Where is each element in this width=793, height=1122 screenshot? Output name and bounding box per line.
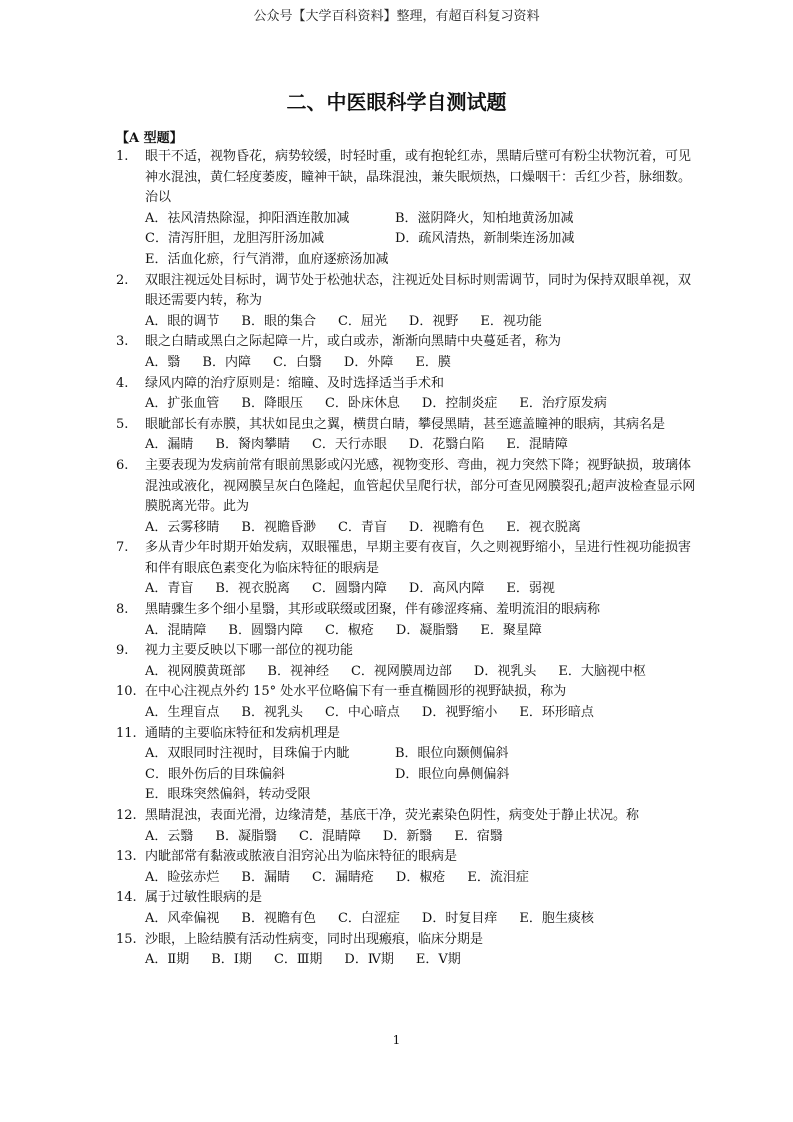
answer-options bbox=[145, 909, 696, 930]
question-text: 眼干不适，视物昏花，病势较缓，时轻时重，或有抱轮红赤，黑睛后壁可有粉尘状物沉着，可见神水混浊，黄仁轻度萎废，瞳神干缺，晶珠混浊，兼失眠烦热，口燥咽干：舌红少苔，脉细数。治以 bbox=[145, 149, 692, 206]
question-item bbox=[116, 682, 696, 723]
question-item bbox=[116, 415, 696, 456]
page-title: 二、中医眼科学自测试题 bbox=[286, 90, 507, 114]
option-row bbox=[145, 250, 696, 271]
answer-option: A．Ⅱ期 bbox=[145, 952, 190, 968]
question-stem bbox=[116, 538, 696, 579]
answer-option: C．混睛障 bbox=[298, 828, 361, 844]
question-text: 属于过敏性眼病的是 bbox=[145, 890, 263, 906]
answer-option: C．屈光 bbox=[337, 313, 387, 329]
answer-option: B．Ⅰ期 bbox=[211, 952, 252, 968]
question-stem bbox=[116, 930, 696, 951]
answer-option: A．云雾移睛 bbox=[145, 519, 220, 535]
question-number: 10. bbox=[116, 684, 137, 700]
option-row bbox=[145, 312, 696, 333]
option-row bbox=[145, 209, 696, 230]
answer-option: B．漏睛 bbox=[241, 869, 290, 885]
question-number: 4. bbox=[116, 375, 129, 391]
option-row bbox=[145, 827, 696, 848]
answer-option: D．椒疮 bbox=[395, 869, 446, 885]
answer-options bbox=[145, 662, 696, 683]
question-number: 12. bbox=[116, 808, 137, 823]
header-note: 公众号【大学百科资料】整理，有超百科复习资料 bbox=[253, 9, 540, 24]
question-stem bbox=[116, 374, 696, 395]
answer-option: A．漏睛 bbox=[145, 437, 194, 453]
question-text: 绿风内障的治疗原则是：缩瞳、及时选择适当手术和 bbox=[145, 375, 445, 391]
answer-option: E．环形暗点 bbox=[519, 705, 594, 721]
question-number: 6. bbox=[116, 457, 129, 473]
answer-option: C．漏睛疮 bbox=[311, 869, 374, 885]
question-item bbox=[116, 847, 696, 888]
answer-options bbox=[145, 435, 696, 456]
answer-option: C．视网膜周边部 bbox=[350, 663, 452, 679]
question-number: 8. bbox=[116, 602, 129, 618]
question-stem bbox=[116, 682, 696, 703]
question-number: 3. bbox=[116, 334, 129, 350]
question-item bbox=[116, 538, 696, 600]
answer-options bbox=[145, 209, 696, 271]
answer-option: E．Ⅴ期 bbox=[415, 952, 461, 968]
question-number: 7. bbox=[116, 540, 129, 556]
question-text: 内眦部常有黏液或脓液自泪窍沁出为临床特征的眼病是 bbox=[145, 849, 458, 865]
option-row bbox=[145, 785, 696, 806]
question-number: 5. bbox=[116, 416, 129, 432]
answer-option: D．控制炎症 bbox=[421, 396, 498, 412]
answer-option: A．翳 bbox=[145, 354, 181, 370]
answer-option: E．活血化瘀，行气消滞，血府逐瘀汤加减 bbox=[145, 251, 389, 267]
answer-option: E．眼珠突然偏斜，转动受限 bbox=[145, 787, 311, 803]
answer-options bbox=[145, 703, 696, 724]
option-row bbox=[145, 621, 696, 642]
answer-option: E．混睛障 bbox=[506, 437, 568, 453]
question-text: 多从青少年时期开始发病，双眼罹患，早期主要有夜盲，久之则视野缩小，呈进行性视功能损害和伴有眼底色素变化为临床特征的眼病是 bbox=[145, 540, 692, 576]
question-stem bbox=[116, 415, 696, 436]
answer-options bbox=[145, 827, 696, 848]
option-row bbox=[145, 703, 696, 724]
answer-option: D．视乳头 bbox=[473, 663, 537, 679]
question-item bbox=[116, 724, 696, 806]
answer-option: E．大脑视中枢 bbox=[558, 663, 646, 679]
answer-options bbox=[145, 621, 696, 642]
answer-option: E．胞生痰核 bbox=[519, 910, 594, 926]
option-row bbox=[145, 744, 696, 765]
option-row bbox=[145, 765, 696, 786]
answer-option: B．视瞻有色 bbox=[241, 910, 316, 926]
answer-option: C．青盲 bbox=[337, 519, 387, 535]
answer-option: C．白涩症 bbox=[337, 910, 400, 926]
answer-option: D．外障 bbox=[343, 354, 394, 370]
question-stem bbox=[116, 332, 696, 353]
answer-options bbox=[145, 950, 696, 971]
answer-option: C．椒疮 bbox=[324, 622, 374, 638]
answer-option: D．视瞻有色 bbox=[408, 519, 485, 535]
question-number: 14. bbox=[116, 890, 137, 906]
answer-option: B．滋阴降火，知柏地黄汤加减 bbox=[395, 210, 574, 226]
answer-option: B．视乳头 bbox=[241, 705, 303, 721]
answer-option: C．眼外伤后的目珠偏斜 bbox=[145, 766, 285, 782]
option-row bbox=[145, 229, 696, 250]
question-item bbox=[116, 641, 696, 682]
option-row bbox=[145, 579, 696, 600]
question-item bbox=[116, 332, 696, 373]
answer-option: D．视野缩小 bbox=[421, 705, 498, 721]
question-stem bbox=[116, 456, 696, 518]
question-list bbox=[116, 147, 696, 971]
answer-option: E．视功能 bbox=[480, 313, 542, 329]
question-number: 1. bbox=[116, 149, 129, 164]
answer-option: C．Ⅲ期 bbox=[273, 952, 323, 968]
answer-option: A．风牵偏视 bbox=[145, 910, 220, 926]
question-text: 眼之白睛或黑白之际起障一片，或白或赤，渐渐向黑睛中央蔓延者，称为 bbox=[145, 334, 562, 350]
question-item bbox=[116, 271, 696, 333]
option-row bbox=[145, 518, 696, 539]
answer-option: D．花翳白陷 bbox=[408, 437, 485, 453]
question-item bbox=[116, 930, 696, 971]
answer-option: B．视神经 bbox=[267, 663, 329, 679]
question-item bbox=[116, 600, 696, 641]
question-text: 沙眼，上睑结膜有活动性病变，同时出现瘢痕，临床分期是 bbox=[145, 931, 484, 947]
answer-option: B．降眼压 bbox=[241, 396, 303, 412]
option-row bbox=[145, 662, 696, 683]
answer-option: A．眼的调节 bbox=[145, 313, 220, 329]
answer-options bbox=[145, 579, 696, 600]
option-row bbox=[145, 353, 696, 374]
answer-option: B．凝脂翳 bbox=[215, 828, 277, 844]
option-row bbox=[145, 950, 696, 971]
page-number: 1 bbox=[392, 1033, 401, 1047]
option-row bbox=[145, 868, 696, 889]
section-label: 【A 型题】 bbox=[116, 131, 183, 146]
answer-option: E．视衣脱离 bbox=[506, 519, 581, 535]
answer-option: C．天行赤眼 bbox=[311, 437, 387, 453]
answer-option: D．时复目痒 bbox=[421, 910, 498, 926]
question-number: 9. bbox=[116, 643, 129, 659]
answer-option: E．聚星障 bbox=[480, 622, 542, 638]
answer-option: E．宿翳 bbox=[454, 828, 503, 844]
answer-option: E．流泪症 bbox=[467, 869, 529, 885]
question-item bbox=[116, 374, 696, 415]
question-text: 双眼注视远处目标时，调节处于松弛状态，注视近处目标时则需调节，同时为保持双眼单视，双眼还需要内转，称为 bbox=[145, 272, 692, 309]
answer-option: B．眼的集合 bbox=[241, 313, 316, 329]
question-text: 视力主要反映以下哪一部位的视功能 bbox=[145, 643, 354, 659]
answer-option: B．圆翳内障 bbox=[228, 622, 303, 638]
question-text: 在中心注视点外约 15° 处水平位略偏下有一垂直椭圆形的视野缺损，称为 bbox=[145, 684, 567, 700]
answer-option: D．Ⅳ期 bbox=[344, 952, 394, 968]
option-row bbox=[145, 909, 696, 930]
answer-option: B．视瞻昏渺 bbox=[241, 519, 316, 535]
answer-option: C．中心暗点 bbox=[324, 705, 400, 721]
question-stem bbox=[116, 147, 696, 209]
answer-option: D．疏风清热，新制柴连汤加减 bbox=[395, 231, 575, 247]
option-row bbox=[145, 435, 696, 456]
answer-options bbox=[145, 744, 696, 806]
answer-option: A．祛风清热除湿，抑阳酒连散加减 bbox=[145, 210, 350, 226]
question-text: 眼眦部长有赤膜，其状如昆虫之翼，横贯白睛，攀侵黑睛，甚至遮盖瞳神的眼病，其病名是 bbox=[145, 416, 666, 432]
question-number: 11. bbox=[116, 725, 137, 741]
answer-option: B．眼位向颞侧偏斜 bbox=[395, 746, 509, 762]
answer-option: E．弱视 bbox=[506, 581, 555, 597]
question-number: 13. bbox=[116, 849, 137, 865]
question-item bbox=[116, 147, 696, 271]
answer-options bbox=[145, 312, 696, 333]
option-row bbox=[145, 394, 696, 415]
answer-option: A．双眼同时注视时，目珠偏于内眦 bbox=[145, 746, 350, 762]
answer-option: C．清泻肝胆，龙胆泻肝汤加减 bbox=[145, 231, 324, 247]
answer-option: A．睑弦赤烂 bbox=[145, 869, 220, 885]
question-text: 主要表现为发病前常有眼前黑影或闪光感，视物变形、弯曲，视力突然下降；视野缺损，玻璃体混浊或液化，视网膜呈灰白色隆起，血管起伏呈爬行状，部分可查见网膜裂孔;超声波检查显示网膜脱离光带。此为 bbox=[145, 457, 696, 515]
answer-option: A．云翳 bbox=[145, 828, 194, 844]
question-item bbox=[116, 806, 696, 847]
question-text: 黑睛混浊，表面光滑，边缘清楚，基底干净，荧光素染色阴性，病变处于静止状况。称 bbox=[145, 808, 640, 823]
answer-options bbox=[145, 518, 696, 539]
question-number: 15. bbox=[116, 931, 137, 947]
question-stem bbox=[116, 271, 696, 312]
answer-option: B．视衣脱离 bbox=[215, 581, 290, 597]
answer-option: D．新翳 bbox=[382, 828, 433, 844]
answer-option: A．混睛障 bbox=[145, 622, 207, 638]
answer-option: B．胬肉攀睛 bbox=[215, 437, 290, 453]
answer-option: C．白翳 bbox=[272, 354, 322, 370]
question-text: 黑睛骤生多个细小星翳，其形或联缀或团聚，伴有碜涩疼痛、羞明流泪的眼病称 bbox=[145, 602, 601, 618]
question-stem bbox=[116, 806, 696, 827]
answer-option: C．圆翳内障 bbox=[311, 581, 387, 597]
answer-option: D．高风内障 bbox=[408, 581, 485, 597]
question-item bbox=[116, 456, 696, 538]
answer-option: E．治疗原发病 bbox=[519, 396, 607, 412]
answer-option: D．凝脂翳 bbox=[395, 622, 459, 638]
question-number: 2. bbox=[116, 272, 129, 288]
question-stem bbox=[116, 724, 696, 745]
answer-options bbox=[145, 353, 696, 374]
answer-option: A．生理盲点 bbox=[145, 705, 220, 721]
answer-options bbox=[145, 394, 696, 415]
answer-option: D．视野 bbox=[408, 313, 459, 329]
answer-option: C．卧床休息 bbox=[324, 396, 400, 412]
answer-option: E．膜 bbox=[415, 354, 451, 370]
question-item bbox=[116, 888, 696, 929]
answer-option: A．青盲 bbox=[145, 581, 194, 597]
question-stem bbox=[116, 847, 696, 868]
answer-option: B．内障 bbox=[202, 354, 251, 370]
question-stem bbox=[116, 600, 696, 621]
answer-option: A．视网膜黄斑部 bbox=[145, 663, 246, 679]
question-stem bbox=[116, 888, 696, 909]
answer-option: D．眼位向鼻侧偏斜 bbox=[395, 766, 510, 782]
question-text: 通睛的主要临床特征和发病机理是 bbox=[145, 725, 341, 741]
answer-options bbox=[145, 868, 696, 889]
answer-option: A．扩张血管 bbox=[145, 396, 220, 412]
question-stem bbox=[116, 641, 696, 662]
